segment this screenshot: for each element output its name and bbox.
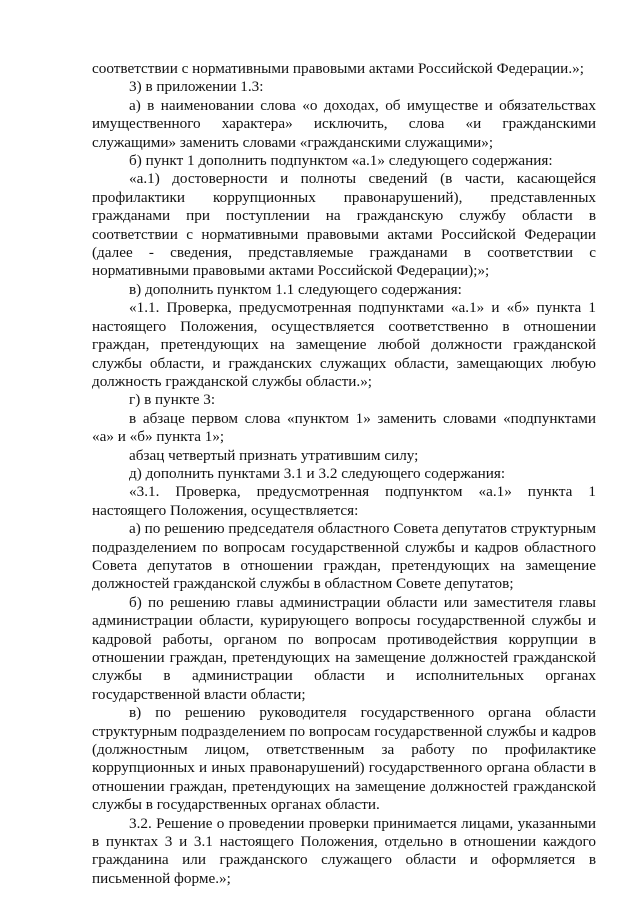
paragraph: б) по решению главы администрации области или заместителя главы администрации области, курирующего вопросы государственной службы и кадровой работы, органом по вопросам противодействия коррупции в отношении граждан, претендующих на замещение должностей гражданской службы в администрации области и исполнительных органах государственной власти области; bbox=[92, 593, 596, 703]
paragraph: абзац четвертый признать утратившим силу; bbox=[129, 446, 419, 464]
paragraph: «а.1) достоверности и полноты сведений (в части, касающейся профилактики коррупционных правонарушений), представленных гражданами при поступлении на гражданскую службу области в соответствии с нормативными правовыми актами Российской Федерации (далее - сведения, представляемые гражданами в соответствии с нормативными правовыми актами Российской Федерации);»; bbox=[92, 170, 596, 280]
paragraph: д) дополнить пунктами 3.1 и 3.2 следующего содержания: bbox=[129, 464, 506, 482]
paragraph: а) по решению председателя областного Совета депутатов структурным подразделением по вопросам государственной службы и кадров областного Совета депутатов в отношении граждан, претендующих на замещение должностей гражданской службы в областном Совете депутатов; bbox=[92, 520, 596, 593]
paragraph: в) дополнить пунктом 1.1 следующего содержания: bbox=[129, 280, 462, 298]
paragraph: г) в пункте 3: bbox=[129, 391, 216, 409]
paragraph: соответствии с нормативными правовыми актами Российской Федерации.»; bbox=[92, 60, 584, 77]
paragraph: 3.2. Решение о проведении проверки принимается лицами, указанными в пунктах 3 и 3.1 настоящего Положения, отдельно в отношении каждого гражданина или гражданского служащего области и оформляется в письменной форме.»; bbox=[92, 814, 596, 887]
paragraph: а) в наименовании слова «о доходах, об имуществе и обязательствах имущественного характера» исключить, слова «и гражданскими служащими» заменить словами «гражданскими служащими»; bbox=[92, 96, 596, 151]
paragraph: в) по решению руководителя государственного органа области структурным подразделением по вопросам государственной службы и кадров (должностным лицом, ответственным за работу по профилактике коррупционных и иных правонарушений) государственного органа области в отношении граждан, претендующих на замещение должностей гражданской службы в государственных органах области. bbox=[92, 704, 596, 814]
paragraph: «3.1. Проверка, предусмотренная подпунктом «а.1» пункта 1 настоящего Положения, осуществляется: bbox=[92, 483, 596, 519]
paragraph: «1.1. Проверка, предусмотренная подпунктами «а.1» и «б» пункта 1 настоящего Положения, осуществляется соответственно в отношении граждан, претендующих на замещение любой должности гражданской службы области, и гражданских служащих области, замещающих любую должность гражданской службы области.»; bbox=[92, 299, 596, 390]
paragraph: 3) в приложении 1.3: bbox=[129, 78, 264, 96]
paragraph: в абзаце первом слова «пунктом 1» заменить словами «подпунктами «а» и «б» пункта 1»; bbox=[92, 409, 596, 446]
paragraph: б) пункт 1 дополнить подпунктом «а.1» следующего содержания: bbox=[129, 152, 553, 170]
